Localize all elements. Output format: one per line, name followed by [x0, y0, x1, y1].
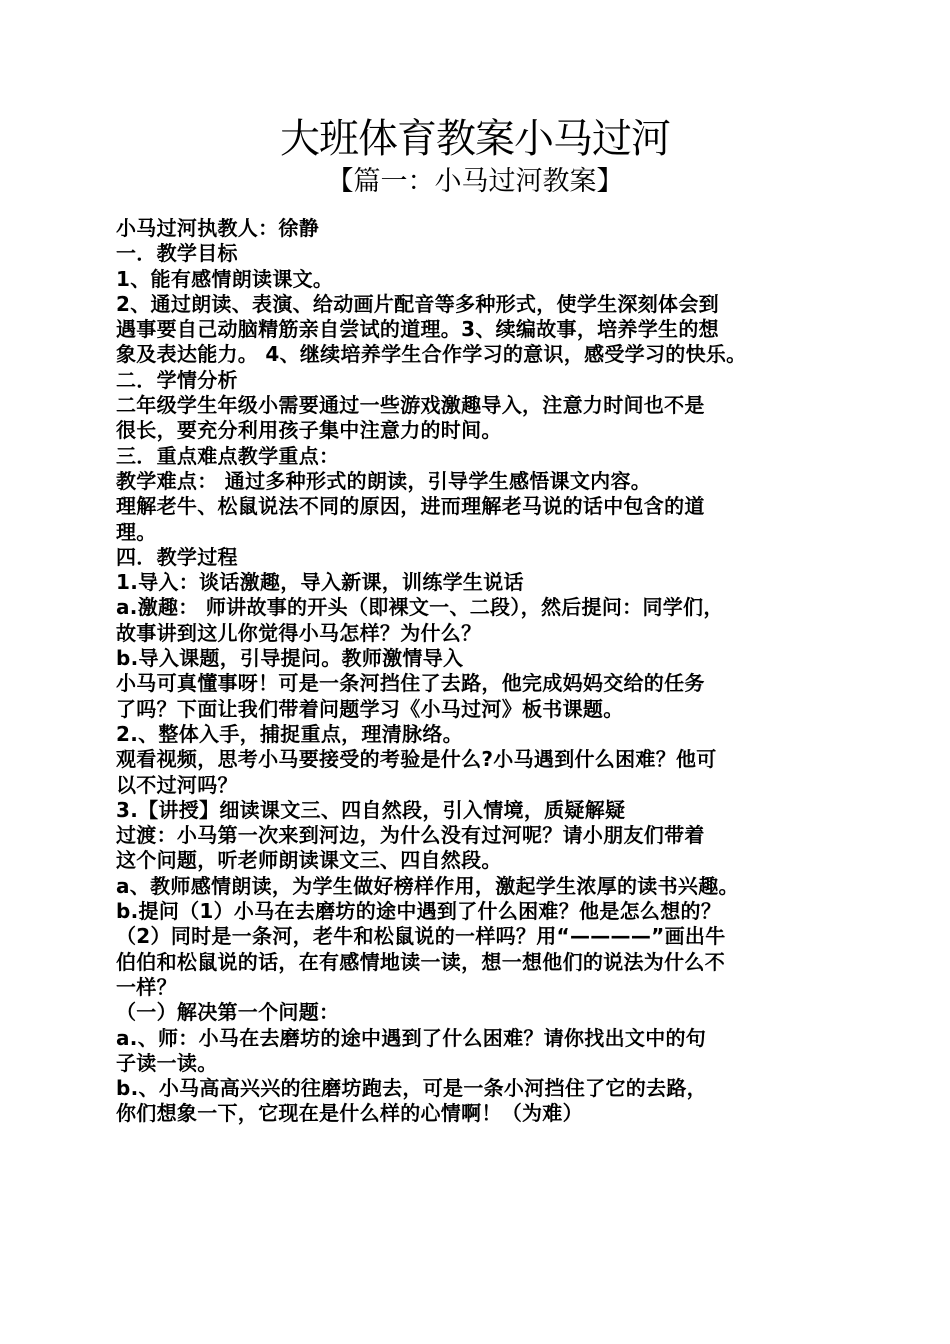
- body-line: a、教师感情朗读，为学生做好榜样作用，激起学生浓厚的读书兴趣。: [116, 873, 739, 898]
- body-line: b.提问（1）小马在去磨坊的途中遇到了什么困难？他是怎么想的？: [116, 899, 722, 924]
- body-line: 理。: [116, 519, 157, 544]
- document-subtitle: 【篇一：小马过河教案】: [326, 166, 624, 197]
- body-line: （2）同时是一条河，老牛和松鼠说的一样吗？用“————”画出牛: [116, 924, 726, 949]
- body-line: 故事讲到这儿你觉得小马怎样？为什么？: [116, 620, 482, 645]
- body-line: 你们想象一下，它现在是什么样的心情啊！（为难）: [116, 1101, 583, 1126]
- body-line: 一．教学目标: [116, 241, 238, 266]
- body-line: 二．学情分析: [116, 367, 238, 392]
- body-line: 象及表达能力。 4、继续培养学生合作学习的意识，感受学习的快乐。: [116, 342, 747, 367]
- body-line: 观看视频，思考小马要接受的考验是什么?小马遇到什么困难？他可: [116, 747, 717, 772]
- body-line: 2、通过朗读、表演、给动画片配音等多种形式，使学生深刻体会到: [116, 291, 719, 316]
- body-line: a.激趣： 师讲故事的开头（即裸文一、二段），然后提问：同学们，: [116, 595, 724, 620]
- body-line: 以不过河吗？: [116, 772, 238, 797]
- body-line: 小马过河执教人：徐静: [116, 216, 319, 240]
- document-body: [116, 216, 856, 1127]
- body-line: 子读一读。: [116, 1050, 218, 1075]
- body-line: 1、能有感情朗读课文。: [116, 266, 334, 291]
- body-line: 遇事要自己动脑精筋亲自尝试的道理。3、续编故事，培养学生的想: [116, 317, 719, 342]
- body-line: 一样？: [116, 974, 177, 999]
- body-line: 小马可真懂事呀！可是一条河挡住了去路，他完成妈妈交给的任务: [116, 671, 705, 696]
- body-line: 很长，要充分利用孩子集中注意力的时间。: [116, 418, 502, 443]
- body-line: 二年级学生年级小需要通过一些游戏激趣导入，注意力时间也不是: [116, 393, 705, 418]
- body-line: 这个问题，听老师朗读课文三、四自然段。: [116, 848, 502, 873]
- body-line: a.、师：小马在去磨坊的途中遇到了什么困难？请你找出文中的句: [116, 1025, 707, 1050]
- body-line: 过渡：小马第一次来到河边，为什么没有过河呢？请小朋友们带着: [116, 823, 705, 848]
- body-line: 3.【讲授】细读课文三、四自然段，引入情境，质疑解疑: [116, 797, 626, 822]
- document-title: 大班体育教案小马过河: [280, 116, 670, 162]
- body-line: 1.导入：谈话激趣，导入新课，训练学生说话: [116, 570, 524, 595]
- body-line: 教学难点： 通过多种形式的朗读，引导学生感悟课文内容。: [116, 468, 652, 493]
- body-line: 了吗？下面让我们带着问题学习《小马过河》板书课题。: [116, 696, 624, 721]
- body-line: 三．重点难点教学重点：: [116, 443, 340, 468]
- body-line: 伯伯和松鼠说的话，在有感情地读一读，想一想他们的说法为什么不: [116, 949, 725, 974]
- body-line: 2.、整体入手，捕捉重点，理清脉络。: [116, 721, 463, 746]
- body-line: 四．教学过程: [116, 544, 238, 569]
- body-line: 理解老牛、松鼠说法不同的原因，进而理解老马说的话中包含的道: [116, 494, 705, 519]
- body-line: （一）解决第一个问题：: [116, 1000, 340, 1025]
- body-line: b.导入课题，引导提问。教师激情导入: [116, 646, 464, 671]
- body-line: b.、小马高高兴兴的往磨坊跑去，可是一条小河挡住了它的去路，: [116, 1076, 707, 1101]
